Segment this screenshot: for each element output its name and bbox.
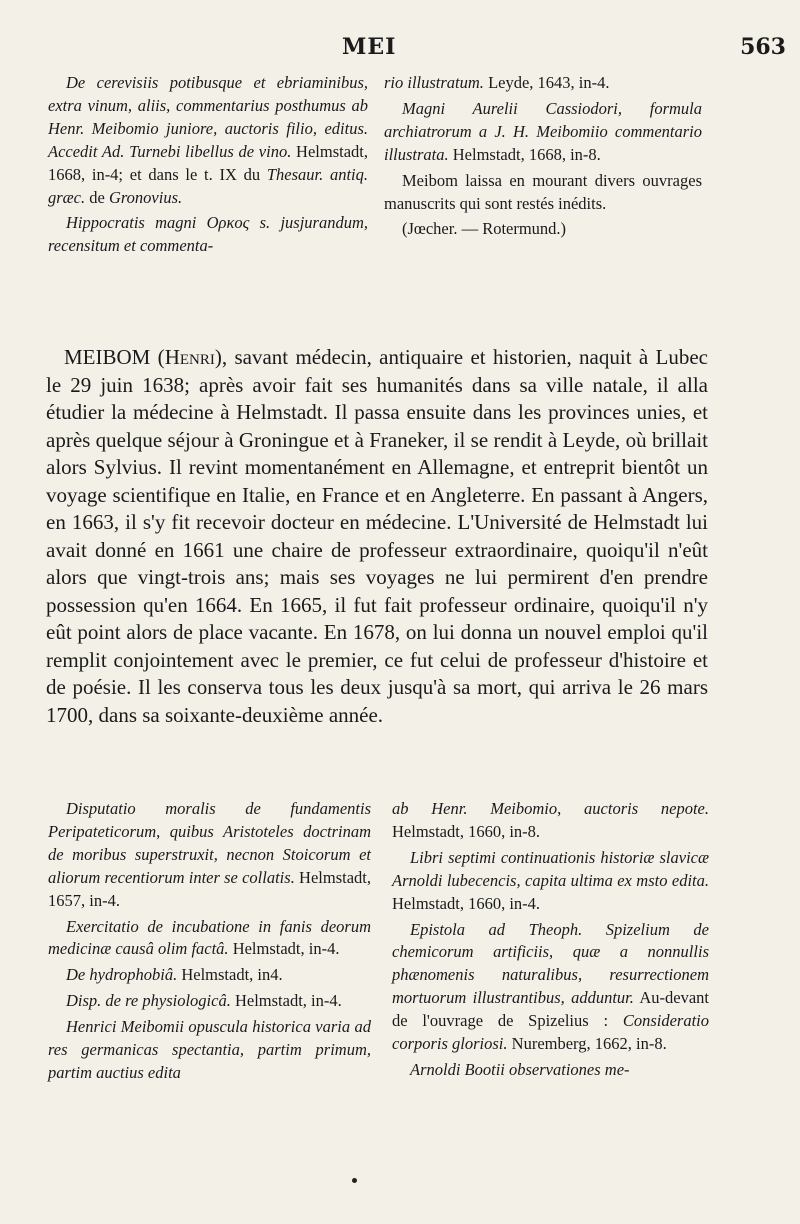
biography-paragraph: MEIBOM (Henri), savant médecin, antiquaire et historien, naquit à Lubec le 29 juin 1638; après avoir fait ses humanités dans sa ville natale, il alla étudier la médecine à Helmstadt. Il passa ensuite dans les provinces unies, et après quelque séjour à Groningue et à Franeker, il se rendit à Leyde, où brillait alors Sylvius. Il revint momentanément en Allemagne, et entreprit bientôt un voyage scientifique en Italie, en France et en Angleterre. En passant à Angers, en 1663, il s'y fit recevoir docteur en médecine. L'Université de Helmstadt lui avait donné en 1661 une chaire de professeur extraordinaire, quoiqu'il n'eût alors que vingt-trois ans; mais ses voyages ne lui permirent d'en prendre possession qu'en 1664. En 1665, il fut fait professeur ordinaire, quoiqu'il n'y eût point alors de place vacante. En 1678, on lui donna un nouvel emploi qu'il remplit conjointement avec le premier, ce fut celui de professeur d'histoire et de poésie. Il les conserva tous les deux jusqu'à sa mort, qui arriva le 26 mars 1700, dans sa soixante-deuxième année. [46, 345, 708, 727]
bibliography-entry: Magni Aurelii Cassiodori, formula archiatrorum a J. H. Meibomiio commentario illustrata. Helmstadt, 1668, in-8. [384, 98, 702, 164]
bibliography-entry: Exercitatio de incubatione in fanis deorum medicinæ causâ olim factâ. Helmstadt, in-4. [48, 916, 371, 959]
bibliography-entry: Disp. de re physiologicâ. Helmstadt, in-4. [66, 991, 342, 1011]
bibliography-entry: De cerevisiis potibusque et ebriaminibus, extra vinum, aliis, commentarius posthumus ab Henr. Meibomio juniore, auctoris filio, editus. Accedit Ad. Turnebi libellus de vino. Helmstadt, 1668, in-4; et dans le t. IX du Thesaur. antiq. græc. de Gronovius. [48, 73, 369, 207]
bibliography-entry: Libri septimi continuationis historiæ slavicæ Arnoldi lubecencis, capita ultima ex msto edita. Helmstadt, 1660, in-4. [392, 847, 709, 913]
top-left-column [48, 72, 368, 261]
bibliography-entry: Henrici Meibomii opuscula historica varia ad res germanicas spectantia, partim primum, partim auctius edita [48, 1017, 371, 1082]
ink-speck [352, 1178, 357, 1183]
bottom-left-column [48, 798, 371, 1088]
bibliography-entry: Arnoldi Bootii observationes me- [410, 1059, 630, 1079]
bibliography-entry: Disputatio moralis de fundamentis Peripateticorum, quibus Aristoteles doctrinam de moribus superstruxit, necnon Stoicorum et aliorum recentiorum inter se collatis. Helmstadt, 1657, in-4. [48, 799, 372, 910]
sources-note: (Jœcher. — Rotermund.) [402, 219, 567, 239]
running-header: MEI [342, 34, 397, 60]
page-number: 563 [740, 34, 786, 60]
bibliography-entry: Hippocratis magni Ορκος s. jusjurandum, recensitum et commenta- [48, 213, 368, 256]
note-paragraph: Meibom laissa en mourant divers ouvrages manuscrits qui sont restés inédits. [384, 170, 702, 213]
top-right-column [384, 72, 702, 244]
bottom-right-column [392, 798, 709, 1085]
bibliography-entry: De hydrophobiâ. Helmstadt, in4. [66, 965, 283, 985]
bibliography-entry: rio illustratum. Leyde, 1643, in-4. [384, 73, 610, 92]
entry-given-name: Henri [164, 345, 215, 369]
entry-name: MEIBOM [64, 345, 151, 369]
bibliography-entry: Epistola ad Theoph. Spizelium de chemicorum artificiis, quæ a nonnullis phænomenis naturalibus, resurrectionem mortuorum illustrantibus, adduntur. Au-devant de l'ouvrage de Spizelius : Consideratio corporis gloriosi. Nuremberg, 1662, in-8. [392, 919, 709, 1054]
bibliography-entry: ab Henr. Meibomio, auctoris nepote. Helmstadt, 1660, in-8. [392, 799, 709, 841]
biography-text: , savant médecin, antiquaire et historien, naquit à Lubec le 29 juin 1638; après avoir fait ses humanités dans sa ville natale, il alla étudier la médecine à Helmstadt. Il passa ensuite dans les provinces unies, et après quelque séjour à Groningue et à Franeker, il se rendit à Leyde, où brillait alors Sylvius. Il revint momentanément en Allemagne, et entreprit bientôt un voyage scientifique en Italie, en France et en Angleterre. En passant à Angers, en 1663, il s'y fit recevoir docteur en médecine. L'Université de Helmstadt lui avait donné en 1661 une chaire de professeur extraordinaire, quoiqu'il n'eût alors que vingt-trois ans; mais ses voyages ne lui permirent d'en prendre possession qu'en 1664. En 1665, il fut fait professeur ordinaire, quoiqu'il n'y eût point alors de place vacante. En 1678, on lui donna un nouvel emploi qu'il remplit conjointement avec le premier, ce fut celui de professeur d'histoire et de poésie. Il les conserva tous les deux jusqu'à sa mort, qui arriva le 26 mars 1700, dans sa soixante-deuxième année. [46, 345, 708, 727]
